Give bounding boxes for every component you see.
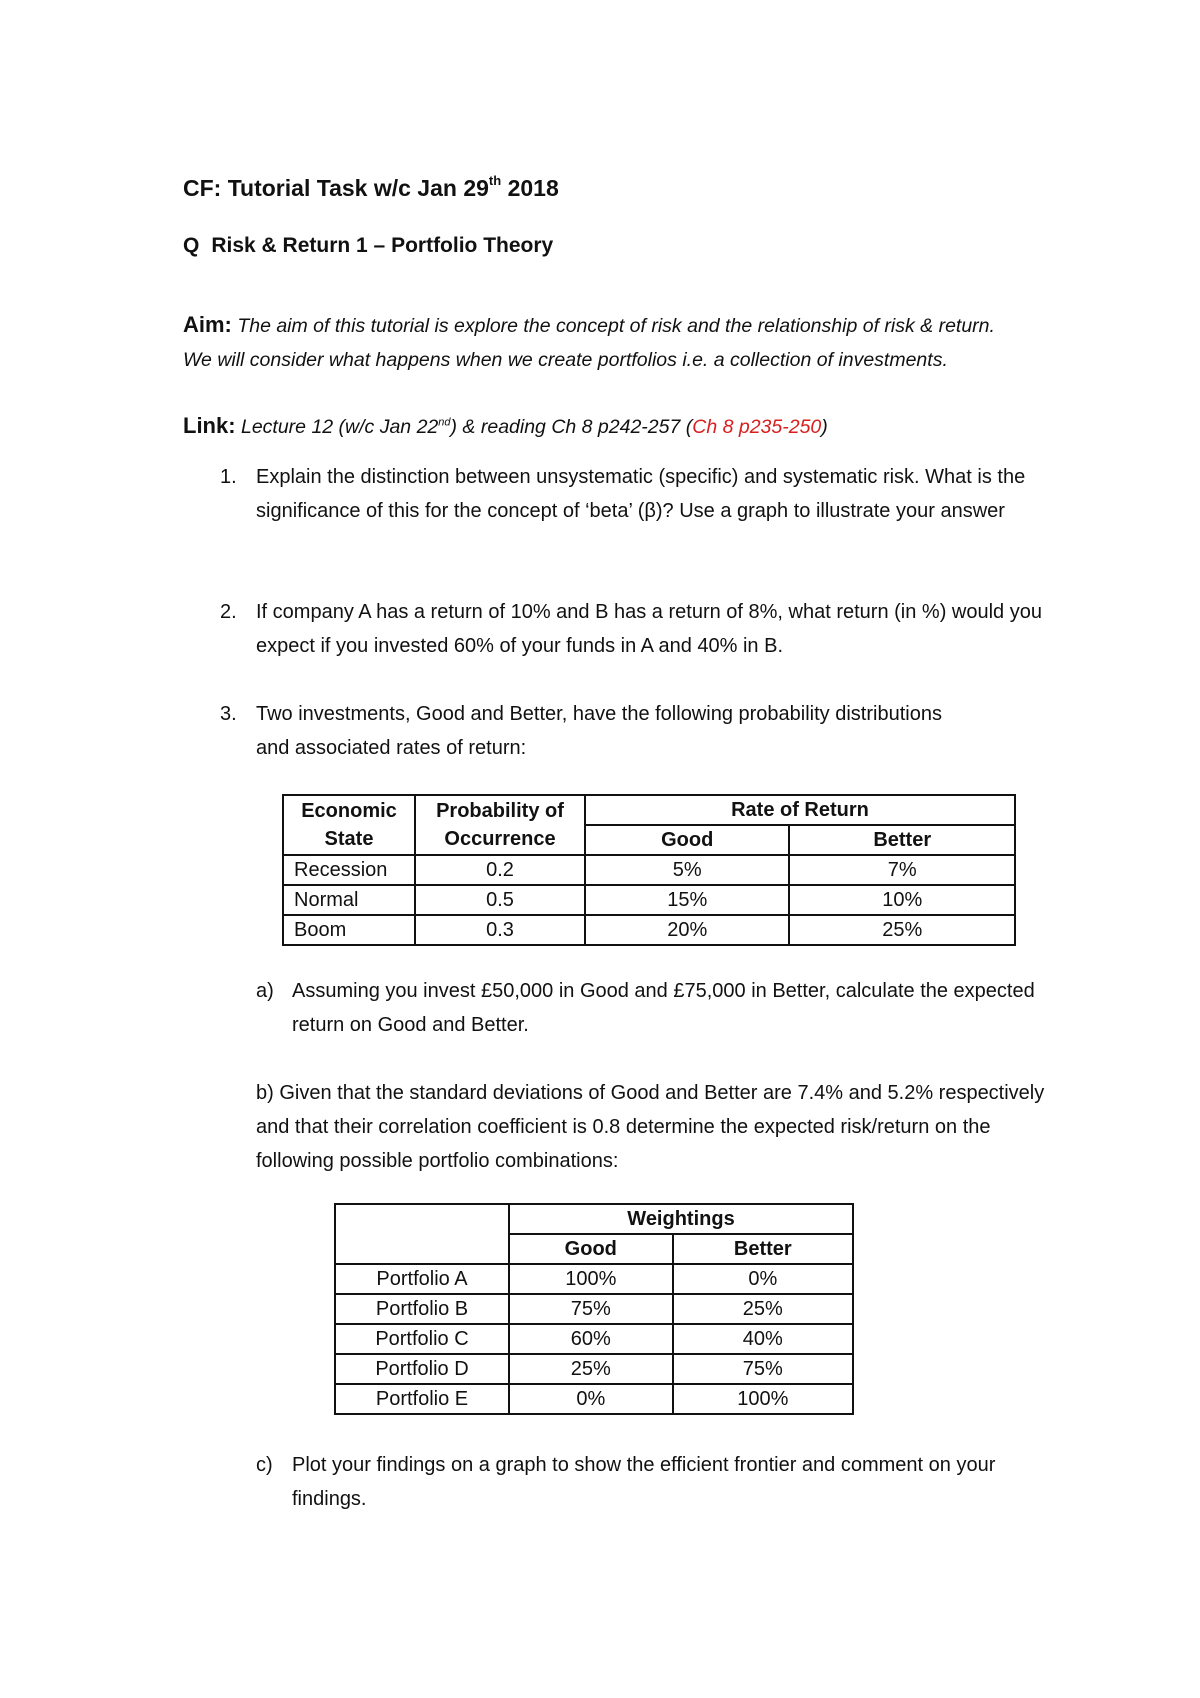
table-row [335, 1264, 853, 1294]
cell-good: 20% [585, 915, 789, 945]
cell-better: 0% [673, 1264, 853, 1294]
cell-good: 5% [585, 855, 789, 885]
link-text-pre: Lecture 12 (w/c Jan 22 [240, 416, 439, 438]
cell-portfolio: Portfolio C [335, 1324, 509, 1354]
cell-state: Boom [283, 915, 415, 945]
question-number: 1. [220, 466, 237, 488]
table-row [283, 855, 1015, 885]
link-text-sup: nd [438, 416, 451, 429]
link-text-post: ) & reading Ch 8 p242-257 ( [450, 416, 693, 438]
question-number: 2. [220, 601, 237, 623]
cell-portfolio: Portfolio E [335, 1384, 509, 1414]
header-good: Good [585, 825, 789, 855]
cell-prob: 0.2 [415, 855, 585, 885]
header-better: Better [673, 1234, 853, 1264]
header-blank [335, 1204, 509, 1264]
page-title [183, 175, 559, 202]
question-marker: Q [183, 234, 200, 257]
cell-better: 7% [789, 855, 1015, 885]
subquestion-text: b) Given that the standard deviations of Good and Better are 7.4% and 5.2% respectively and that their correlation coefficient is 0.8 determine the expected risk/return on the following possible portfolio combinations: [256, 1082, 1045, 1172]
cell-good: 25% [509, 1354, 673, 1384]
question-number: 3. [220, 703, 237, 725]
cell-prob: 0.3 [415, 915, 585, 945]
cell-better: 75% [673, 1354, 853, 1384]
subquestion-text: Plot your findings on a graph to show the efficient frontier and comment on your findings. [292, 1454, 996, 1510]
table-row [283, 915, 1015, 945]
header-probability: Probability of Occurrence [415, 795, 585, 855]
section-title: Risk & Return 1 – Portfolio Theory [211, 234, 554, 257]
cell-state: Recession [283, 855, 415, 885]
cell-better: 100% [673, 1384, 853, 1414]
subquestion-text: Assuming you invest £50,000 in Good and £75,000 in Better, calculate the expected return on Good and Better. [292, 980, 1035, 1036]
portfolio-weightings-table [334, 1203, 854, 1415]
header-weightings: Weightings [509, 1204, 853, 1234]
link-label: Link: [183, 413, 236, 438]
cell-better: 25% [673, 1294, 853, 1324]
cell-better: 40% [673, 1324, 853, 1354]
header-good: Good [509, 1234, 673, 1264]
aim-label: Aim: [183, 312, 232, 337]
table-row [335, 1354, 853, 1384]
subquestion-label: c) [256, 1454, 273, 1476]
link-text-end: ) [821, 416, 828, 438]
link-paragraph [183, 413, 828, 439]
question-text: Two investments, Good and Better, have the following probability distributions and associated rates of return: [256, 703, 942, 759]
title-sup: th [488, 173, 502, 189]
aim-paragraph [183, 308, 1023, 377]
cell-portfolio: Portfolio D [335, 1354, 509, 1384]
cell-prob: 0.5 [415, 885, 585, 915]
cell-better: 25% [789, 915, 1015, 945]
cell-good: 60% [509, 1324, 673, 1354]
cell-portfolio: Portfolio B [335, 1294, 509, 1324]
cell-good: 75% [509, 1294, 673, 1324]
question-text: Explain the distinction between unsystematic (specific) and systematic risk. What is the significance of this for the concept of ‘beta’ (β)? Use a graph to illustrate your answer [256, 466, 1026, 522]
cell-good: 15% [585, 885, 789, 915]
table-row [335, 1324, 853, 1354]
table-row [335, 1294, 853, 1324]
title-main: CF: Tutorial Task w/c Jan 29 [183, 175, 489, 201]
header-economic-state: Economic State [283, 795, 415, 855]
table-row [335, 1384, 853, 1414]
cell-better: 10% [789, 885, 1015, 915]
title-year: 2018 [501, 175, 559, 201]
header-better: Better [789, 825, 1015, 855]
header-rate-of-return: Rate of Return [585, 795, 1015, 825]
subquestion-b [256, 1076, 1046, 1178]
subquestion-label: a) [256, 980, 274, 1002]
rates-of-return-table [282, 794, 1016, 946]
link-red-reference: Ch 8 p235-250 [692, 416, 822, 438]
aim-text: The aim of this tutorial is explore the concept of risk and the relationship of risk & return. We will consider what happens when we create portfolios i.e. a collection of investments. [183, 315, 995, 371]
cell-good: 100% [509, 1264, 673, 1294]
table-row [283, 885, 1015, 915]
cell-good: 0% [509, 1384, 673, 1414]
section-heading [183, 234, 553, 258]
cell-state: Normal [283, 885, 415, 915]
question-text: If company A has a return of 10% and B has a return of 8%, what return (in %) would you expect if you invested 60% of your funds in A and 40% in B. [256, 601, 1042, 657]
cell-portfolio: Portfolio A [335, 1264, 509, 1294]
